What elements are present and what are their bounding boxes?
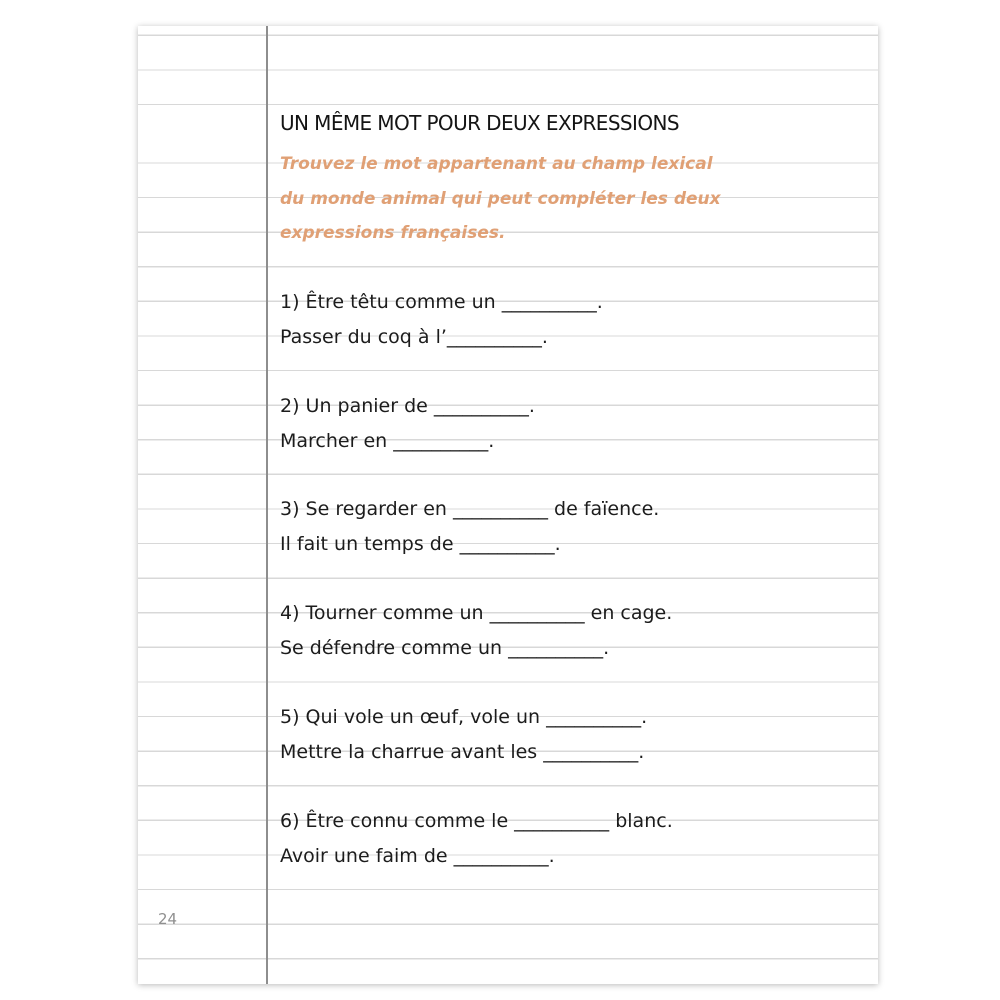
instruction-line: Trouvez le mot appartenant au champ lexical	[280, 154, 713, 174]
expression-line: Avoir une faim de __________.	[280, 844, 555, 867]
expression-line: 6) Être connu comme le __________ blanc.	[280, 810, 673, 832]
exercise-instructions	[280, 147, 840, 251]
exercise-item-1	[280, 285, 603, 354]
page-number: 24	[158, 910, 178, 928]
exercise-item-5	[280, 700, 647, 769]
expression-line: 1) Être têtu comme un __________.	[280, 291, 603, 313]
exercise-item-6	[280, 804, 673, 873]
instruction-line: expressions françaises.	[280, 223, 506, 244]
expression-line: Marcher en __________.	[280, 429, 495, 452]
expression-line: 2) Un panier de __________.	[280, 395, 535, 417]
expression-line: Il fait un temps de __________.	[280, 532, 561, 555]
expression-line: Mettre la charrue avant les __________.	[280, 740, 645, 763]
expression-line: Passer du coq à l’__________.	[280, 325, 548, 348]
expression-line: 4) Tourner comme un __________ en cage.	[280, 602, 673, 624]
exercise-item-3	[280, 492, 659, 561]
expression-line: 3) Se regarder en __________ de faïence.	[280, 498, 660, 520]
exercise-item-4	[280, 596, 672, 665]
notebook-page	[138, 26, 878, 984]
expression-line: 5) Qui vole un œuf, vole un __________.	[280, 706, 648, 728]
margin-line	[266, 26, 268, 984]
exercise-item-2	[280, 389, 535, 458]
exercise-title: UN MÊME MOT POUR DEUX EXPRESSIONS	[280, 111, 679, 135]
instruction-line: du monde animal qui peut compléter les deux	[280, 188, 721, 209]
expression-line: Se défendre comme un __________.	[280, 636, 610, 659]
